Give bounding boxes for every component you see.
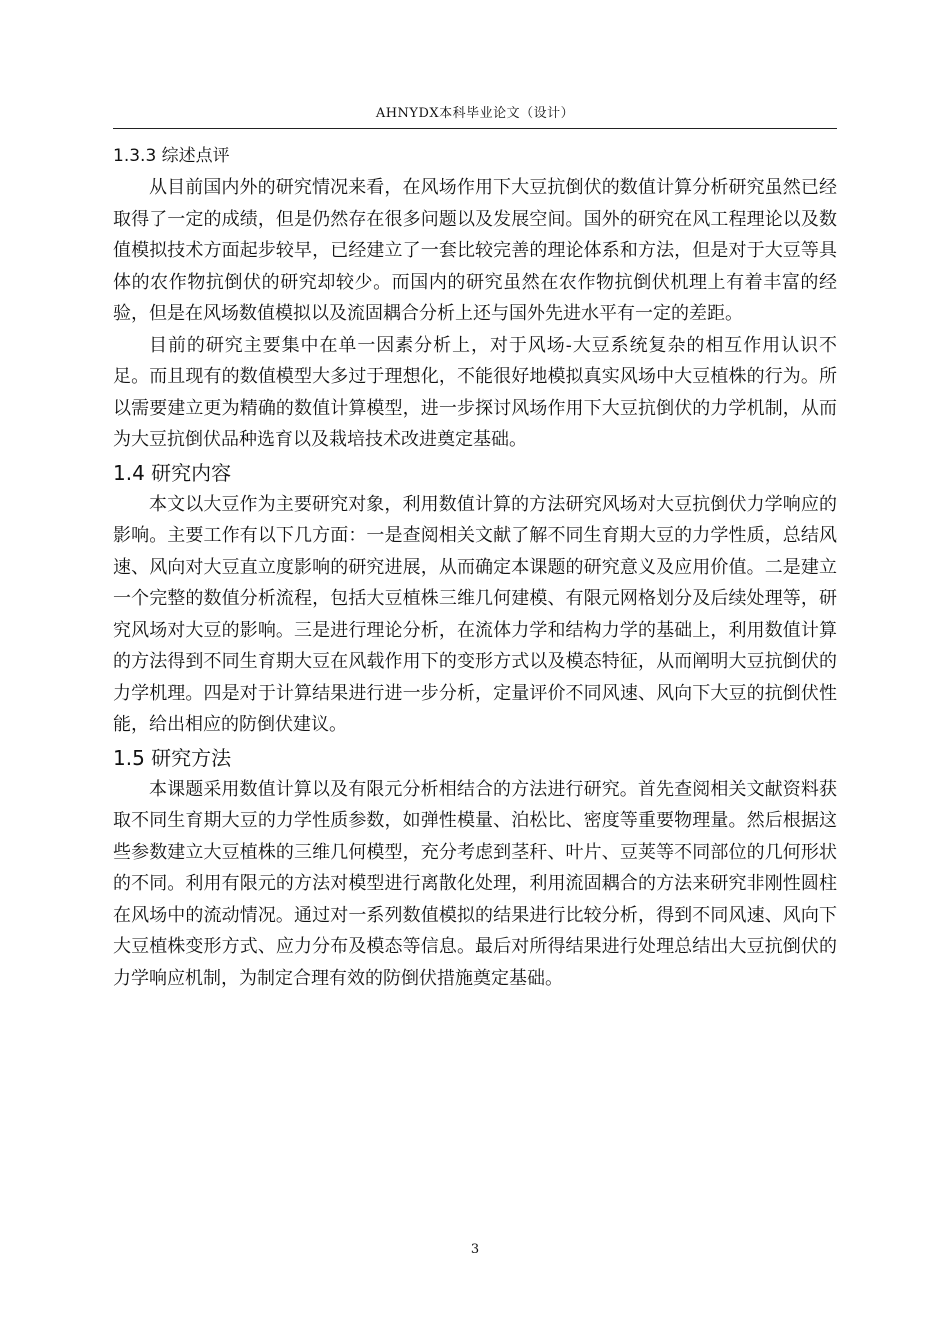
running-header: AHNYDX本科毕业论文（设计）: [375, 106, 575, 121]
header-divider: [113, 128, 837, 129]
research-method-paragraph: 本课题采用数值计算以及有限元分析相结合的方法进行研究。首先查阅相关文献资料获取不同生育期大豆的力学性质参数，如弹性模量、泊松比、密度等重要物理量。然后根据这些参数建立大豆植株的三维几何模型，充分考虑到茎秆、叶片、豆荚等不同部位的几何形状的不同。利用有限元的方法对模型进行离散化处理，利用流固耦合的方法来研究非刚性圆柱在风场中的流动情况。通过对一系列数值模拟的结果进行比较分析，得到不同风速、风向下大豆植株变形方式、应力分布及模态等信息。最后对所得结果进行处理总结出大豆抗倒伏的力学响应机制，为制定合理有效的防倒伏措施奠定基础。: [113, 778, 837, 989]
page-body: [113, 140, 837, 994]
research-content-paragraph: 本文以大豆作为主要研究对象，利用数值计算的方法研究风场对大豆抗倒伏力学响应的影响。主要工作有以下几方面：一是查阅相关文献了解不同生育期大豆的力学性质，总结风速、风向对大豆直立度影响的研究进展，从而确定本课题的研究意义及应用价值。二是建立一个完整的数值分析流程，包括大豆植株三维几何建模、有限元网格划分及后续处理等，研究风场对大豆的影响。三是进行理论分析，在流体力学和结构力学的基础上，利用数值计算的方法得到不同生育期大豆在风载作用下的变形方式以及模态特征，从而阐明大豆抗倒伏的力学机理。四是对于计算结果进行进一步分析，定量评价不同风速、风向下大豆的抗倒伏性能，给出相应的防倒伏建议。: [113, 493, 837, 735]
subsection-heading-review: 1.3.3 综述点评: [113, 146, 230, 166]
review-paragraph-1: 从目前国内外的研究情况来看，在风场作用下大豆抗倒伏的数值计算分析研究虽然已经取得了一定的成绩，但是仍然存在很多问题以及发展空间。国外的研究在风工程理论以及数值模拟技术方面起步较早，已经建立了一套比较完善的理论体系和方法，但是对于大豆等具体的农作物抗倒伏的研究却较少。而国内的研究虽然在农作物抗倒伏机理上有着丰富的经验，但是在风场数值模拟以及流固耦合分析上还与国外先进水平有一定的差距。: [113, 177, 837, 324]
page-number: 3: [470, 1242, 480, 1257]
section-heading-research-content: 1.4 研究内容: [113, 460, 232, 485]
section-heading-research-method: 1.5 研究方法: [113, 745, 232, 770]
review-paragraph-2: 目前的研究主要集中在单一因素分析上，对于风场-大豆系统复杂的相互作用认识不足。而且现有的数值模型大多过于理想化，不能很好地模拟真实风场中大豆植株的行为。所以需要建立更为精确的数值计算模型，进一步探讨风场作用下大豆抗倒伏的力学机制，从而为大豆抗倒伏品种选育以及栽培技术改进奠定基础。: [113, 334, 837, 450]
